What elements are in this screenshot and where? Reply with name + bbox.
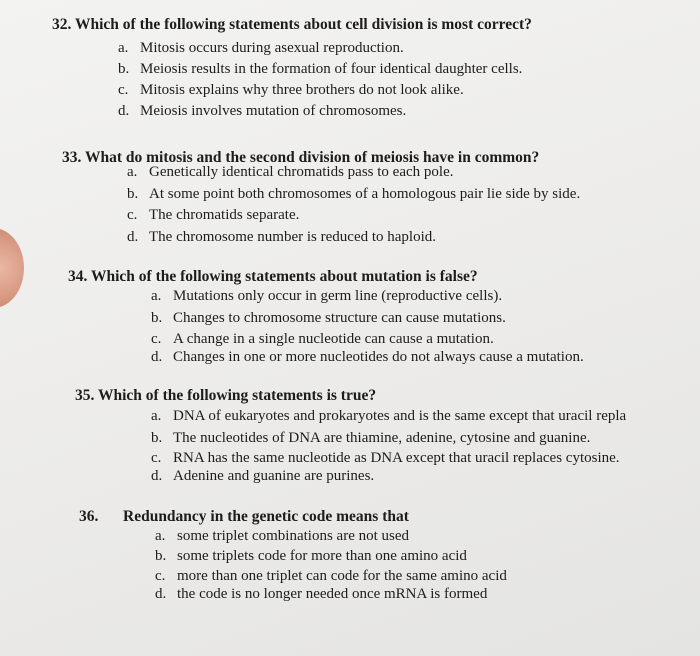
choice-text: some triplet combinations are not used bbox=[177, 528, 410, 544]
question-text: Which of the following statements is true? bbox=[97, 387, 377, 404]
choice-36a bbox=[155, 528, 409, 545]
choice-letter: b. bbox=[118, 61, 130, 77]
choice-text: more than one triplet can code for the same amino acid bbox=[177, 568, 507, 584]
question-number: 32. bbox=[52, 16, 72, 33]
thumb-in-photo bbox=[0, 228, 24, 308]
choice-letter: d. bbox=[155, 586, 167, 602]
choice-letter: d. bbox=[127, 229, 139, 245]
choice-text: Meiosis involves mutation of chromosomes. bbox=[140, 103, 407, 119]
choice-36b bbox=[155, 548, 467, 565]
choice-letter: d. bbox=[118, 103, 130, 119]
choice-letter: a. bbox=[118, 40, 129, 56]
question-35-prompt bbox=[75, 387, 376, 405]
choice-letter: d. bbox=[151, 468, 163, 484]
choice-letter: c. bbox=[151, 450, 162, 466]
choice-35a bbox=[151, 408, 626, 425]
choice-34c bbox=[151, 331, 494, 348]
choice-34a bbox=[151, 288, 502, 305]
question-text: Which of the following statements about cell division is most correct? bbox=[74, 16, 532, 33]
question-text: Redundancy in the genetic code means that bbox=[123, 508, 409, 525]
choice-36c bbox=[155, 568, 507, 585]
question-32-prompt bbox=[52, 16, 532, 34]
choice-33d bbox=[127, 229, 436, 246]
choice-36d bbox=[155, 586, 487, 603]
choice-text: Mutations only occur in germ line (reproductive cells). bbox=[173, 288, 503, 304]
choice-letter: c. bbox=[151, 331, 162, 347]
choice-text: Meiosis results in the formation of four identical daughter cells. bbox=[140, 61, 523, 77]
choice-33c bbox=[127, 207, 299, 224]
choice-text: DNA of eukaryotes and prokaryotes and is the same except that uracil repla bbox=[173, 408, 627, 424]
choice-text: The chromatids separate. bbox=[149, 207, 300, 223]
choice-text: Adenine and guanine are purines. bbox=[173, 468, 375, 484]
choice-text: Changes in one or more nucleotides do not always cause a mutation. bbox=[173, 349, 584, 365]
choice-33b bbox=[127, 186, 580, 203]
choice-35b bbox=[151, 430, 590, 447]
choice-text: RNA has the same nucleotide as DNA except that uracil replaces cytosine. bbox=[173, 450, 620, 466]
choice-35c bbox=[151, 450, 620, 467]
choice-text: The nucleotides of DNA are thiamine, adenine, cytosine and guanine. bbox=[173, 430, 591, 446]
choice-letter: c. bbox=[118, 82, 129, 98]
choice-32a bbox=[118, 40, 404, 57]
choice-text: Genetically identical chromatids pass to each pole. bbox=[149, 164, 454, 180]
choice-text: Mitosis explains why three brothers do not look alike. bbox=[140, 82, 464, 98]
question-36-prompt bbox=[79, 508, 409, 526]
question-text: What do mitosis and the second division of meiosis have in common? bbox=[84, 149, 540, 166]
question-number: 36. bbox=[79, 508, 99, 525]
choice-text: Changes to chromosome structure can cause mutations. bbox=[173, 310, 506, 326]
choice-letter: d. bbox=[151, 349, 163, 365]
choice-text: some triplets code for more than one amino acid bbox=[177, 548, 467, 564]
choice-text: A change in a single nucleotide can cause a mutation. bbox=[173, 331, 494, 347]
question-text: Which of the following statements about mutation is false? bbox=[90, 268, 478, 285]
question-number: 35. bbox=[75, 387, 95, 404]
choice-33a bbox=[127, 164, 453, 181]
choice-letter: b. bbox=[155, 548, 167, 564]
choice-letter: b. bbox=[151, 310, 163, 326]
choice-34d bbox=[151, 349, 584, 366]
choice-letter: a. bbox=[127, 164, 138, 180]
choice-35d bbox=[151, 468, 374, 485]
question-number: 34. bbox=[68, 268, 88, 285]
choice-text: the code is no longer needed once mRNA is formed bbox=[177, 586, 488, 602]
choice-letter: a. bbox=[151, 288, 162, 304]
choice-letter: c. bbox=[127, 207, 138, 223]
choice-letter: a. bbox=[155, 528, 166, 544]
choice-text: The chromosome number is reduced to haploid. bbox=[149, 229, 437, 245]
choice-letter: b. bbox=[127, 186, 139, 202]
choice-text: Mitosis occurs during asexual reproduction. bbox=[140, 40, 404, 56]
question-number: 33. bbox=[62, 149, 82, 166]
choice-32d bbox=[118, 103, 406, 120]
choice-34b bbox=[151, 310, 506, 327]
question-34-prompt bbox=[68, 268, 478, 286]
choice-32c bbox=[118, 82, 464, 99]
choice-letter: c. bbox=[155, 568, 166, 584]
choice-letter: b. bbox=[151, 430, 163, 446]
choice-text: At some point both chromosomes of a homologous pair lie side by side. bbox=[149, 186, 581, 202]
choice-letter: a. bbox=[151, 408, 162, 424]
choice-32b bbox=[118, 61, 522, 78]
